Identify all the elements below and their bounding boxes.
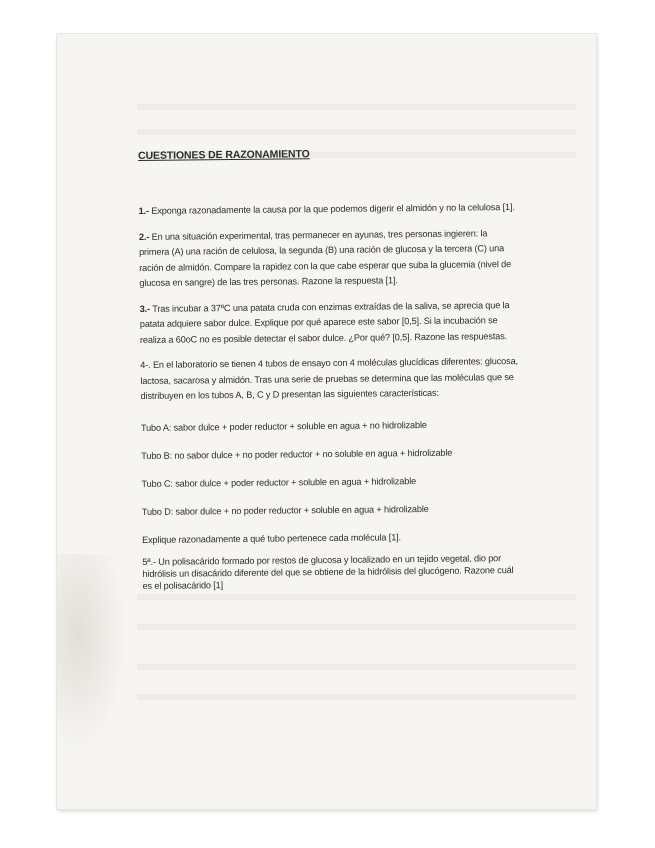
- bleed-through-line: [137, 694, 576, 700]
- question-number: 1.-: [138, 205, 149, 216]
- question-4-closing: Explique razonadamente a qué tubo pertenece cada molécula [1].: [142, 531, 401, 545]
- tubo-c: Tubo C: sabor dulce + poder reductor + soluble en agua + hidrolizable: [141, 475, 417, 489]
- page-title: CUESTIONES DE RAZONAMIENTO: [138, 148, 310, 162]
- question-text: Exponga razonadamente la causa por la que podemos digerir el almidón y no la celulosa [1].: [151, 202, 515, 216]
- question-number: 2.-: [138, 231, 150, 242]
- bleed-through-line: [137, 664, 576, 670]
- question-1: [139, 200, 519, 219]
- bleed-through-line: [137, 104, 576, 110]
- document-content: [138, 146, 523, 602]
- question-3: [140, 298, 520, 348]
- question-4-intro: 4-. En el laboratorio se tienen 4 tubos de ensayo con 4 moléculas glucídicas diferentes: glucosa, lactosa, sacarosa y almidón. Tras una serie de pruebas se determina que las moléculas que se distribuyen en los tubos A, B, C y D presentan las siguientes características:: [140, 356, 518, 401]
- question-text: En una situación experimental, tras permanecer en ayunas, tres personas ingieren: la primera (A) una ración de celulosa, la segunda (B) una ración de glucosa y la tercera (C) una ración de almidón. Compare la rapidez con la que cabe esperar que suba la glucemia (nivel de glucosa en sangre) de las tres personas. Razone la respuesta [1].: [139, 227, 512, 288]
- bleed-through-line: [137, 624, 576, 630]
- question-2: [139, 226, 520, 292]
- question-5: 5ª.- Un polisacárido formado por restos de glucosa y localizado en un tejido vegetal, dio por hidrólisis un disacárido diferente del que se obtiene de la hidrólisis del glucógeno. Razone cuál es el polisacárido [1]: [142, 553, 514, 591]
- tubo-b: Tubo B: no sabor dulce + no poder reductor + no soluble en agua + hidrolizable: [141, 447, 453, 461]
- tubo-a: Tubo A: sabor dulce + poder reductor + soluble en agua + no hidrolizable: [140, 419, 427, 433]
- page-stain: [57, 554, 127, 754]
- question-text: Tras incubar a 37ºC una patata cruda con enzimas extraídas de la saliva, se aprecia que la patata adquiere sabor dulce. Explique por qué aparece este sabor [0,5]. Si la incubación se realiza a 60oC no es posible detectar el sabor dulce. ¿Por qué? [0,5]. Razone las respuestas.: [139, 299, 510, 345]
- bleed-through-line: [137, 129, 576, 135]
- tubo-d: Tubo D: sabor dulce + no poder reductor + soluble en agua + hidrolizable: [141, 503, 429, 517]
- question-number: 3.-: [139, 303, 150, 314]
